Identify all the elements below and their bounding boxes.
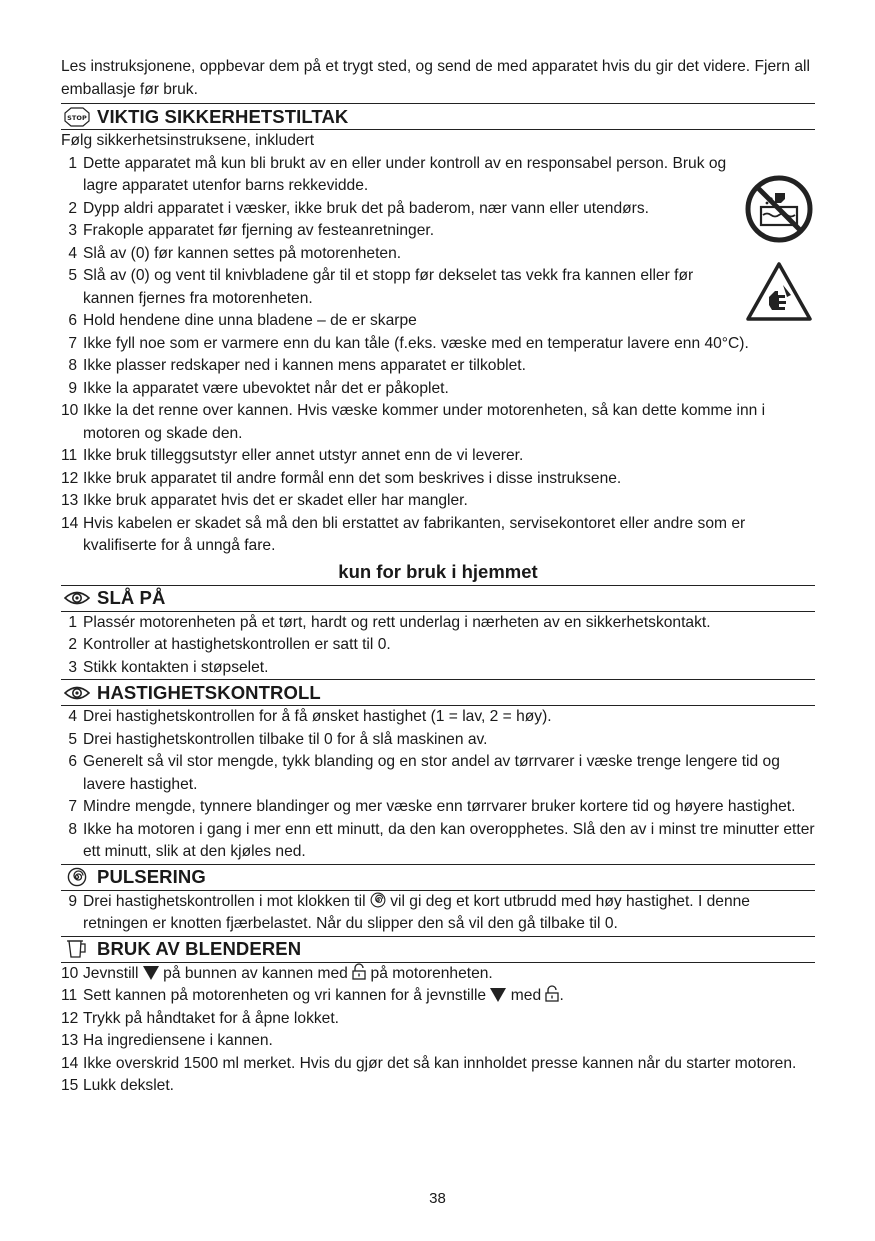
list-item: 3 Frakople apparatet før fjerning av festeanretninger. <box>68 222 435 239</box>
no-water-immersion-icon <box>745 175 813 243</box>
speed-title: HASTIGHETSKONTROLL <box>97 681 321 703</box>
use-list <box>61 963 815 1098</box>
list-item: 11 Sett kannen på motorenheten og vri kannen for å jevnstille med . <box>61 987 564 1004</box>
list-item: 1 Plassér motorenheten på et tørt, hardt og rett underlag i nærheten av en sikkerhetskontakt. <box>68 613 711 631</box>
list-item: 10 Ikke la det renne over kannen. Hvis væske kommer under motorenheten, så kan dette komme inn i motoren og skade den. <box>61 402 766 442</box>
triangle-down-icon <box>490 988 506 1002</box>
use-header <box>61 936 815 963</box>
list-item: 8 Ikke plasser redskaper ned i kannen mens apparatet er tilkoblet. <box>68 357 526 374</box>
use-title: BRUK AV BLENDEREN <box>97 938 302 959</box>
unlock-icon <box>545 985 559 1002</box>
sharp-blade-warning-icon <box>745 261 813 323</box>
page-number: 38 <box>429 1190 446 1207</box>
pulse-title: PULSERING <box>97 866 206 887</box>
unlock-icon <box>352 963 366 980</box>
list-item: 9 Drei hastighetskontrollen i mot klokken til vil gi deg et kort utbrudd med høy hastighet. I denne retningen er knotten fjærbelastet. Når du slipper den så vil den gå tilbake til 0. <box>68 892 750 932</box>
list-item: 2 Dypp aldri apparatet i væsker, ikke bruk det på baderom, nær vann eller utendørs. <box>68 199 649 217</box>
list-item: 12 Ikke bruk apparatet til andre formål enn det som beskrives i disse instruksene. <box>61 469 622 487</box>
speed-list <box>61 706 815 864</box>
switch-on-list <box>61 612 815 680</box>
eye-icon <box>63 588 91 608</box>
triangle-down-icon <box>143 966 159 980</box>
list-item: 5 Slå av (0) og vent til knivbladene går til et stopp før dekselet tas vekk fra kannen eller før kannen fjernes fra motorenheten. <box>68 267 694 307</box>
pulse-spiral-icon <box>63 867 91 887</box>
list-item: 14 Ikke overskrid 1500 ml merket. Hvis du gjør det så kan innholdet presse kannen når du starter motoren. <box>61 1054 797 1072</box>
list-item: 12 Trykk på håndtaket for å åpne lokket. <box>61 1009 339 1027</box>
stop-sign-icon <box>63 107 91 127</box>
list-item: 15 Lukk dekslet. <box>61 1077 175 1094</box>
switch-on-title: SLÅ PÅ <box>97 587 166 608</box>
safety-header <box>61 103 815 130</box>
list-item: 6 Generelt så vil stor mengde, tykk blanding og en stor andel av tørrvarer i væske trenge lengere tid og lavere hastighet. <box>68 753 780 793</box>
speed-header <box>61 679 815 706</box>
intro-text: Les instruksjonene, oppbevar dem på et trygt sted, og send de med apparatet hvis du gir det videre. Fjern all emballasje før bruk. <box>61 58 810 98</box>
list-item: 4 Drei hastighetskontrollen for å få ønsket hastighet (1 = lav, 2 = høy). <box>68 708 552 725</box>
list-item: 9 Ikke la apparatet være ubevoktet når det er påkoplet. <box>68 379 449 397</box>
warning-icons <box>745 175 815 323</box>
switch-on-header <box>61 585 815 612</box>
list-item: 13 Ikke bruk apparatet hvis det er skadet eller har mangler. <box>61 492 468 509</box>
list-item: 7 Ikke fyll noe som er varmere enn du kan tåle (f.eks. væske med en temperatur lavere enn 40°C). <box>68 334 749 352</box>
page <box>61 56 815 1098</box>
list-item: 13 Ha ingrediensene i kannen. <box>61 1032 273 1049</box>
safety-title: VIKTIG SIKKERHETSTILTAK <box>97 105 349 127</box>
safety-list <box>61 153 815 558</box>
stop-sign-text: STOP <box>67 113 87 122</box>
list-item: 1 Dette apparatet må kun bli brukt av en eller under kontroll av en responsabel person. Bruk og lagre apparatet utenfor barns rekkevidde. <box>68 154 727 194</box>
pulse-spiral-icon <box>370 892 386 908</box>
list-item: 10 Jevnstill på bunnen av kannen med på motorenheten. <box>61 964 493 982</box>
list-item: 5 Drei hastighetskontrollen tilbake til 0 for å slå maskinen av. <box>68 730 488 748</box>
pulse-header <box>61 864 815 891</box>
home-use-note: kun for bruk i hjemmet <box>338 560 538 582</box>
list-item: 11 Ikke bruk tilleggsutstyr eller annet utstyr annet enn de vi leverer. <box>61 447 524 464</box>
list-item: 6 Hold hendene dine unna bladene – de er skarpe <box>68 312 417 329</box>
eye-icon <box>63 683 91 703</box>
safety-subtitle: Følg sikkerhetsinstruksene, inkludert <box>61 132 315 149</box>
jug-icon <box>63 939 91 959</box>
list-item: 8 Ikke ha motoren i gang i mer enn ett minutt, da den kan overopphetes. Slå den av i minst tre minutter etter ett minutt, slik at den kjøles ned. <box>68 820 815 860</box>
list-item: 4 Slå av (0) før kannen settes på motorenheten. <box>68 244 402 262</box>
list-item: 14 Hvis kabelen er skadet så må den bli erstattet av fabrikanten, servisekontoret eller andre som er kvalifiserte for å unngå fare. <box>61 514 746 554</box>
pulse-list <box>61 891 815 936</box>
list-item: 2 Kontroller at hastighetskontrollen er satt til 0. <box>68 636 391 653</box>
list-item: 7 Mindre mengde, tynnere blandinger og mer væske enn tørrvarer bruker kortere tid og høyere hastighet. <box>68 798 796 815</box>
list-item: 3 Stikk kontakten i støpselet. <box>68 658 269 676</box>
